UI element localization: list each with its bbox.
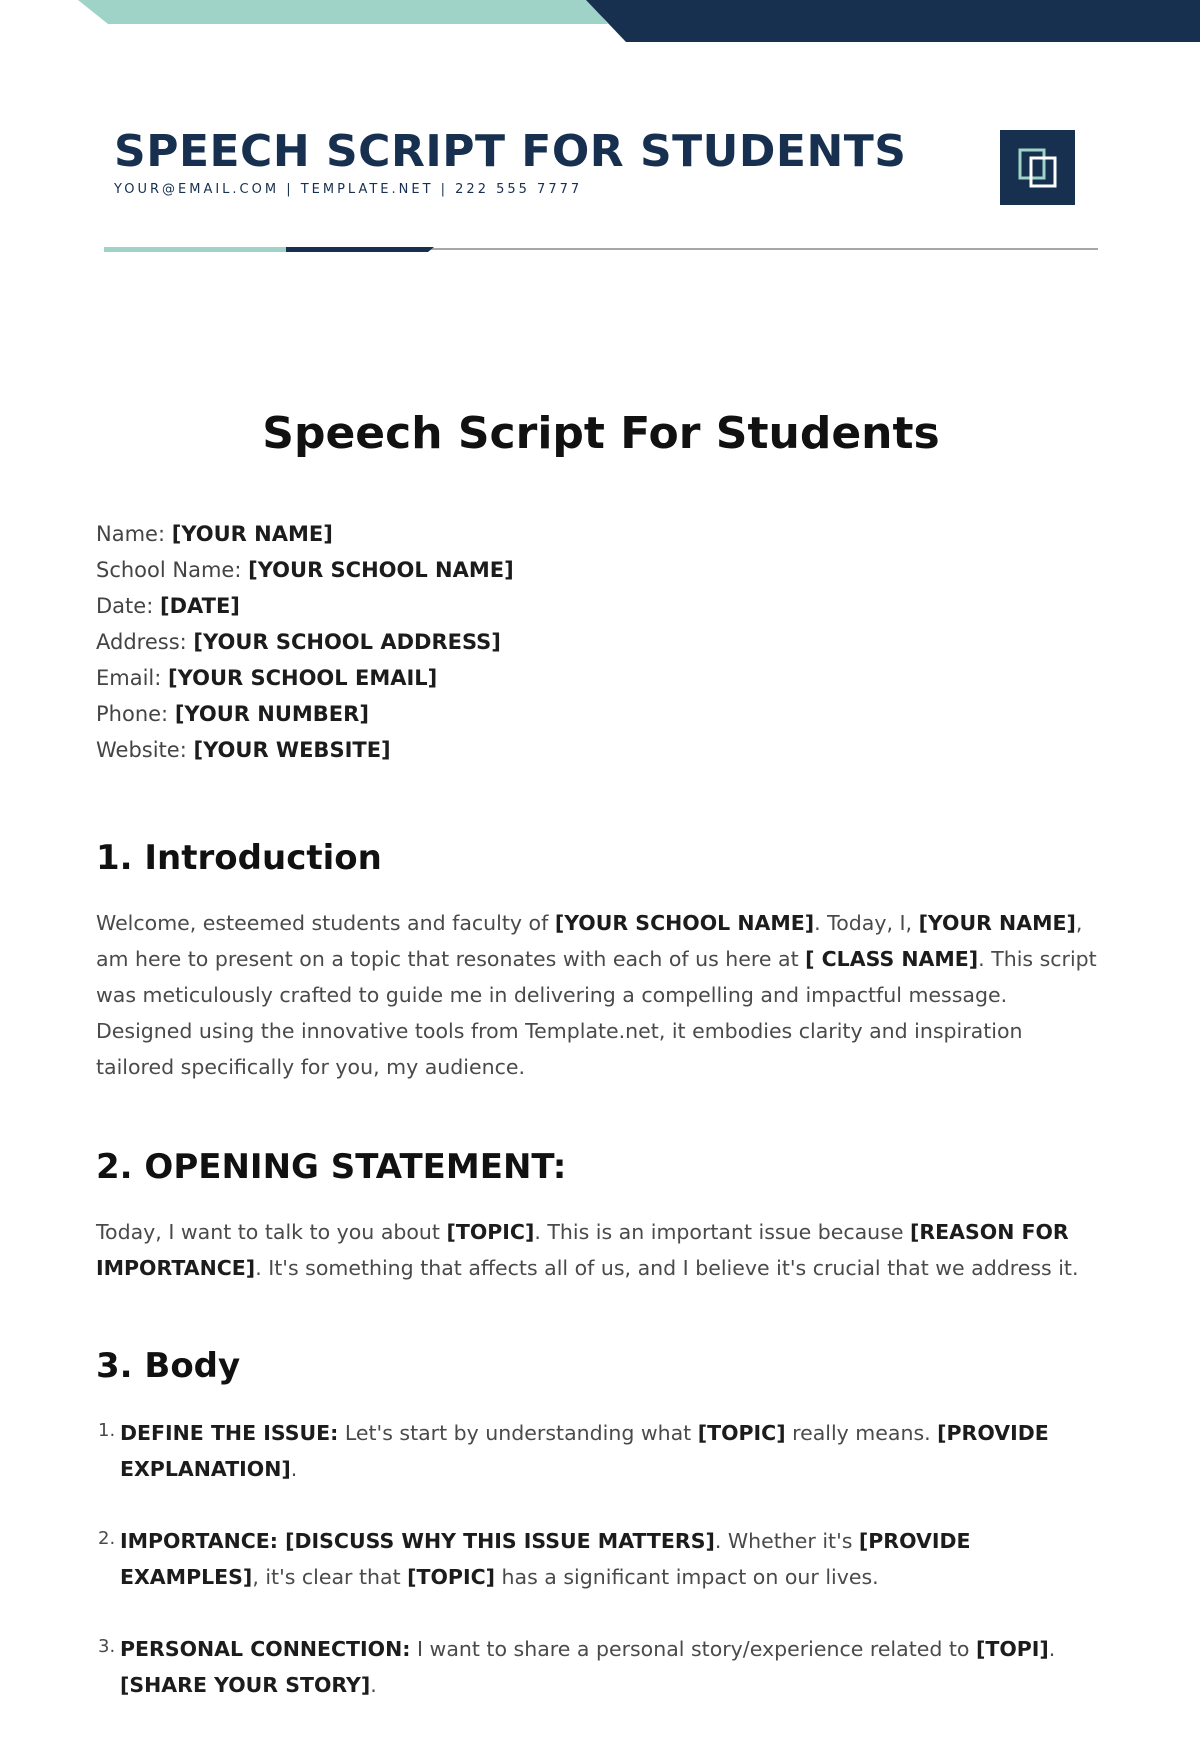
- section-heading: 1. Introduction: [96, 838, 382, 879]
- document-title: Speech Script For Students: [262, 408, 940, 459]
- info-label: Phone:: [96, 702, 169, 727]
- text-run: . This script was meticulously crafted to guide me in delivering a compelling and impactful message. Designed using the innovative tools from Template.net, it embodies clarity and inspiration tailored specifically for you, my audience.: [96, 947, 1097, 1080]
- header-divider: [104, 246, 1098, 254]
- text-run: . It's something that affects all of us, and I believe it's crucial that we address it.: [255, 1255, 1079, 1280]
- section-heading: 2. OPENING STATEMENT:: [96, 1147, 567, 1188]
- info-label: School Name:: [96, 558, 242, 583]
- info-name: [96, 516, 1106, 552]
- info-address: [96, 624, 1106, 660]
- list-item: [96, 1523, 1106, 1595]
- text-run: Welcome, esteemed students and faculty of: [96, 911, 555, 936]
- list-number: 3.: [98, 1635, 116, 1657]
- text-run: . Today, I,: [814, 911, 919, 936]
- info-value: [YOUR WEBSITE]: [193, 738, 391, 763]
- info-value: [YOUR SCHOOL EMAIL]: [168, 666, 438, 691]
- text-run: I want to share a personal story/experience related to: [410, 1636, 976, 1661]
- info-email: [96, 660, 1106, 696]
- opening-paragraph: [96, 1214, 1106, 1286]
- info-label: Date:: [96, 594, 154, 619]
- header-decorative-bands: [0, 0, 1200, 42]
- info-label: Website:: [96, 738, 187, 763]
- list-item: [96, 1631, 1106, 1703]
- info-list: [96, 516, 1106, 768]
- placeholder-text: [PROVIDE EXAMPLES]: [120, 1528, 971, 1589]
- text-run: . This is an important issue because: [534, 1219, 910, 1244]
- text-run: .: [370, 1672, 377, 1697]
- text-run: .: [1048, 1636, 1056, 1661]
- text-run: . Whether it's: [714, 1528, 859, 1553]
- text-run: , am here to present on a topic that resonates with each of us here at: [96, 911, 1083, 972]
- logo: [1000, 130, 1075, 205]
- item-label: DEFINE THE ISSUE:: [120, 1420, 339, 1445]
- placeholder-text: [TOPIC]: [446, 1219, 535, 1244]
- text-run: Today, I want to talk to you about: [96, 1219, 447, 1244]
- placeholder-text: [ CLASS NAME]: [805, 947, 979, 972]
- overlapping-squares-icon: [1000, 130, 1075, 205]
- info-value: [YOUR NAME]: [171, 522, 333, 547]
- placeholder-text: [TOPIC]: [697, 1420, 786, 1445]
- brand-title: SPEECH SCRIPT FOR STUDENTS: [114, 126, 907, 177]
- info-value: [YOUR SCHOOL ADDRESS]: [193, 630, 501, 655]
- document-body: [96, 410, 1106, 1739]
- placeholder-text: [REASON FOR IMPORTANCE]: [96, 1219, 1069, 1280]
- info-value: [YOUR NUMBER]: [174, 702, 369, 727]
- info-website: [96, 732, 1106, 768]
- placeholder-text: [PROVIDE EXPLANATION]: [120, 1420, 1049, 1481]
- text-run: .: [290, 1456, 298, 1481]
- text-run: really means.: [785, 1420, 938, 1445]
- list-item: [96, 1415, 1106, 1487]
- section-introduction: [96, 838, 1106, 1085]
- placeholder-text: [TOPIC]: [407, 1564, 496, 1589]
- section-body: [96, 1346, 1106, 1703]
- info-school: [96, 552, 1106, 588]
- info-phone: [96, 696, 1106, 732]
- list-number: 2.: [98, 1527, 116, 1549]
- document-header: [114, 128, 994, 197]
- contact-line: YOUR@EMAIL.COM | TEMPLATE.NET | 222 555 7777: [114, 182, 583, 198]
- text-run: Let's start by understanding what: [338, 1420, 698, 1445]
- placeholder-text: [YOUR SCHOOL NAME]: [554, 911, 815, 936]
- info-label: Name:: [96, 522, 166, 547]
- item-label: IMPORTANCE: [DISCUSS WHY THIS ISSUE MATTERS]: [120, 1528, 715, 1553]
- navy-band: [586, 0, 1200, 42]
- info-value: [DATE]: [159, 594, 240, 619]
- info-value: [YOUR SCHOOL NAME]: [248, 558, 514, 583]
- intro-paragraph: [96, 905, 1106, 1085]
- text-run: has a significant impact on our lives.: [495, 1564, 879, 1589]
- body-list: [96, 1415, 1106, 1703]
- section-heading: 3. Body: [96, 1345, 241, 1386]
- info-label: Address:: [96, 630, 187, 655]
- item-label: PERSONAL CONNECTION:: [120, 1636, 411, 1661]
- placeholder-text: [YOUR NAME]: [918, 911, 1076, 936]
- text-run: , it's clear that: [252, 1564, 408, 1589]
- section-opening-statement: [96, 1147, 1106, 1286]
- list-number: 1.: [98, 1419, 116, 1441]
- placeholder-text: [TOPI]: [975, 1636, 1049, 1661]
- info-date: [96, 588, 1106, 624]
- info-label: Email:: [96, 666, 162, 691]
- placeholder-text: [SHARE YOUR STORY]: [120, 1672, 371, 1697]
- mint-band: [78, 0, 608, 24]
